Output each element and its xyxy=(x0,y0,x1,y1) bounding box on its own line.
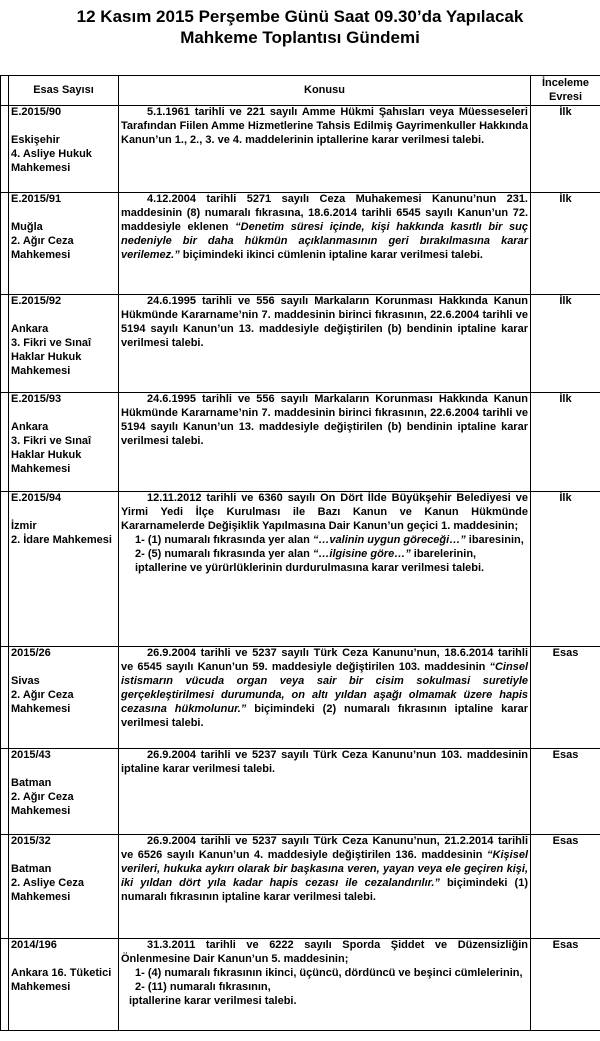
konu-cell xyxy=(119,647,531,749)
court-name: Batman 2. Ağır Ceza Mahkemesi xyxy=(11,776,74,817)
esas-cell xyxy=(9,193,119,295)
court-name: Batman 2. Asliye Ceza Mahkemesi xyxy=(11,862,84,903)
court-name: Ankara 16. Tüketici Mahkemesi xyxy=(11,966,112,993)
konu-item: 2- (11) numaralı fıkrasının, xyxy=(135,980,271,993)
konu-text: 24.6.1995 tarihli ve 556 sayılı Markaların Korunması Hakkında Kanun Hükmünde Kararname’nin 7. maddesinin birinci fıkrasının, 22.6.2004 tarihli ve 5194 sayılı Kanun’un 13. maddesiyle değiştirilen (b) bendinin iptaline karar verilmesi talebi. xyxy=(121,295,528,349)
konu-cell xyxy=(119,835,531,939)
konu-cell xyxy=(119,939,531,1031)
esas-cell xyxy=(9,492,119,647)
edge-cell xyxy=(1,835,9,939)
esas-number: 2015/26 xyxy=(11,647,51,659)
konu-text: 26.9.2004 tarihli ve 5237 sayılı Türk Ceza Kanunu’nun, 18.6.2014 tarihli ve 6545 sayılı Kanun’un 59. maddesiyle değiştirilen 103. maddesinin “Cinsel istismarın vücuda organ veya sair bir cisim sokulmasi suretiyle gerçekleştirilmesi durumunda, on altı yıldan aşağı olmamak üzere hapis cezasına hükmolunur.” biçimindeki (2) numaralı fıkrasının iptaline karar verilmesi talebi. xyxy=(121,647,529,729)
konu-cell xyxy=(119,193,531,295)
esas-cell xyxy=(9,835,119,939)
konu-text: 26.9.2004 tarihli ve 5237 sayılı Türk Ceza Kanunu’nun, 21.2.2014 tarihli ve 6526 sayılı Kanun’un 4. maddesiyle değiştirilen 136. maddesinin “Kişisel verileri, hukuka aykırı olarak bir başkasına veren, yayan veya ele geçiren kişi, iki yıldan dört yıla kadar hapis cezası ile cezalandırılır.” biçimindeki (1) numaralı fıkrasının iptaline karar verilmesi talebi. xyxy=(121,835,528,903)
konu-text: 26.9.2004 tarihli ve 5237 sayılı Türk Ceza Kanunu’nun 103. maddesinin iptaline karar verilmesi talebi. xyxy=(121,749,528,775)
esas-cell xyxy=(9,647,119,749)
title-line-2: Mahkeme Toplantısı Gündemi xyxy=(180,28,420,47)
evre-cell: Esas xyxy=(531,749,600,835)
esas-cell xyxy=(9,295,119,393)
konu-item: 1- (1) numaralı fıkrasında yer alan “…valinin uygun göreceği…” ibaresinin, xyxy=(135,533,524,546)
konu-cell xyxy=(119,295,531,393)
konu-end: iptallerine karar verilmesi talebi. xyxy=(129,994,297,1007)
konu-cell xyxy=(119,492,531,647)
table-row xyxy=(1,295,600,393)
quoted-text: “…ilgisine göre…” xyxy=(312,547,411,560)
evre-cell: Esas xyxy=(531,647,600,749)
table-header-row xyxy=(1,76,600,106)
court-name: Ankara 3. Fikri ve Sınaî Haklar Hukuk Mahkemesi xyxy=(11,420,92,475)
konu-cell xyxy=(119,749,531,835)
esas-number: E.2015/90 xyxy=(11,106,62,118)
header-konu: Konusu xyxy=(119,76,531,106)
esas-number: E.2015/93 xyxy=(11,393,62,405)
table-row xyxy=(1,749,600,835)
esas-number: E.2015/91 xyxy=(11,193,62,205)
evre-cell: İlk xyxy=(531,106,600,193)
evre-cell: İlk xyxy=(531,193,600,295)
court-name: Ankara 3. Fikri ve Sınaî Haklar Hukuk Mahkemesi xyxy=(11,322,92,377)
quoted-text: “Denetim süresi içinde, kişi hakkında kasıtlı bir suç nedeniyle bir daha hükmün açıklanmasının geri bırakılmasına karar verilemez.” xyxy=(121,220,529,261)
evre-cell: İlk xyxy=(531,393,600,492)
konu-intro: 31.3.2011 tarihli ve 6222 sayılı Sporda Şiddet ve Düzensizliğin Önlenmesine Dair Kanun’un 5. maddesinin; xyxy=(121,939,528,965)
esas-number: E.2015/92 xyxy=(11,295,62,307)
page-title xyxy=(0,6,600,48)
table-row xyxy=(1,492,600,647)
edge-cell xyxy=(1,647,9,749)
konu-cell xyxy=(119,393,531,492)
table-row xyxy=(1,106,600,193)
edge-cell xyxy=(1,393,9,492)
esas-cell xyxy=(9,749,119,835)
court-name: Muğla 2. Ağır Ceza Mahkemesi xyxy=(11,220,74,261)
konu-item: 2- (5) numaralı fıkrasında yer alan “…ilgisine göre…” ibarelerinin, xyxy=(135,547,477,560)
edge-cell xyxy=(1,106,9,193)
court-name: Sivas 2. Ağır Ceza Mahkemesi xyxy=(11,674,74,715)
court-name: İzmir 2. İdare Mahkemesi xyxy=(11,519,112,546)
evre-cell: Esas xyxy=(531,939,600,1031)
table-row xyxy=(1,393,600,492)
court-name: Eskişehir 4. Asliye Hukuk Mahkemesi xyxy=(11,133,92,174)
esas-number: E.2015/94 xyxy=(11,492,62,504)
esas-number: 2015/32 xyxy=(11,835,51,847)
konu-text: 24.6.1995 tarihli ve 556 sayılı Markaların Korunması Hakkında Kanun Hükmünde Kararname’nin 7. maddesinin birinci fıkrasının, 22.6.2004 tarihli ve 5194 sayılı Kanun’un 13. maddesiyle değiştirilen (b) bendinin iptaline karar verilmesi talebi. xyxy=(121,393,528,447)
edge-cell xyxy=(1,749,9,835)
edge-cell xyxy=(1,76,9,106)
esas-number: 2014/196 xyxy=(11,939,57,951)
quoted-text: “…valinin uygun göreceği…” xyxy=(312,533,466,546)
table-row xyxy=(1,939,600,1031)
edge-cell xyxy=(1,939,9,1031)
evre-cell: İlk xyxy=(531,492,600,647)
esas-number: 2015/43 xyxy=(11,749,51,761)
konu-cell xyxy=(119,106,531,193)
title-line-1: 12 Kasım 2015 Perşembe Günü Saat 09.30’da Yapılacak xyxy=(76,7,524,26)
konu-text: 5.1.1961 tarihli ve 221 sayılı Amme Hükmi Şahısları veya Müesseseleri Tarafından Fiilen Amme Hizmetlerine Tahsis Edilmiş Gayrimenkuller Hakkında Kanun’un 1., 2., 3. ve 4. maddelerinin iptallerine karar verilmesi talebi. xyxy=(121,106,528,146)
esas-cell xyxy=(9,106,119,193)
edge-cell xyxy=(1,193,9,295)
konu-text: 4.12.2004 tarihli 5271 sayılı Ceza Muhakemesi Kanunu’nun 231. maddesinin (8) numaralı fıkrasına, 18.6.2014 tarihli 6545 sayılı Kanun’un 72. maddesiyle eklenen “Denetim süresi içinde, kişi hakkında kasıtlı bir suç nedeniyle bir daha hükmün açıklanmasının geri bırakılmasına karar verilemez.” biçimindeki ikinci cümlenin iptaline karar verilmesi talebi. xyxy=(121,193,529,261)
quoted-text: “Cinsel istismarın vücuda organ veya sair bir cisim sokulmasi suretiyle gerçekleştirilmesi durumunda, on altı yıldan aşağı olmamak üzere hapis cezasına hükmolunur.” xyxy=(121,660,528,715)
evre-cell: Esas xyxy=(531,835,600,939)
konu-intro: 12.11.2012 tarihli ve 6360 sayılı On Dört İlde Büyükşehir Belediyesi ve Yirmi Yedi İlçe Kurulması ile Bazı Kanun ve Kanun Hükmünde Kararnamelerde Değişiklik Yapılmasına Dair Kanun’un geçici 1. maddesinin; xyxy=(121,492,528,532)
evre-cell: İlk xyxy=(531,295,600,393)
table-row xyxy=(1,647,600,749)
konu-end: iptallerine ve yürürlüklerinin durdurulmasına karar verilmesi talebi. xyxy=(135,561,485,574)
table-row xyxy=(1,193,600,295)
edge-cell xyxy=(1,295,9,393)
quoted-text: “Kişisel verileri, hukuka aykırı olarak bir başkasına veren, yayan veya ele geçiren kişi, iki yıldan dört yıla kadar hapis cezası ile cezalandırılır.” xyxy=(121,848,528,889)
table-row xyxy=(1,835,600,939)
agenda-table xyxy=(0,75,600,1031)
esas-cell xyxy=(9,393,119,492)
header-evre: İnceleme Evresi xyxy=(531,76,600,106)
esas-cell xyxy=(9,939,119,1031)
header-esas: Esas Sayısı xyxy=(9,76,119,106)
edge-cell xyxy=(1,492,9,647)
konu-item: 1- (4) numaralı fıkrasının ikinci, üçüncü, dördüncü ve beşinci cümlelerinin, xyxy=(135,966,523,979)
